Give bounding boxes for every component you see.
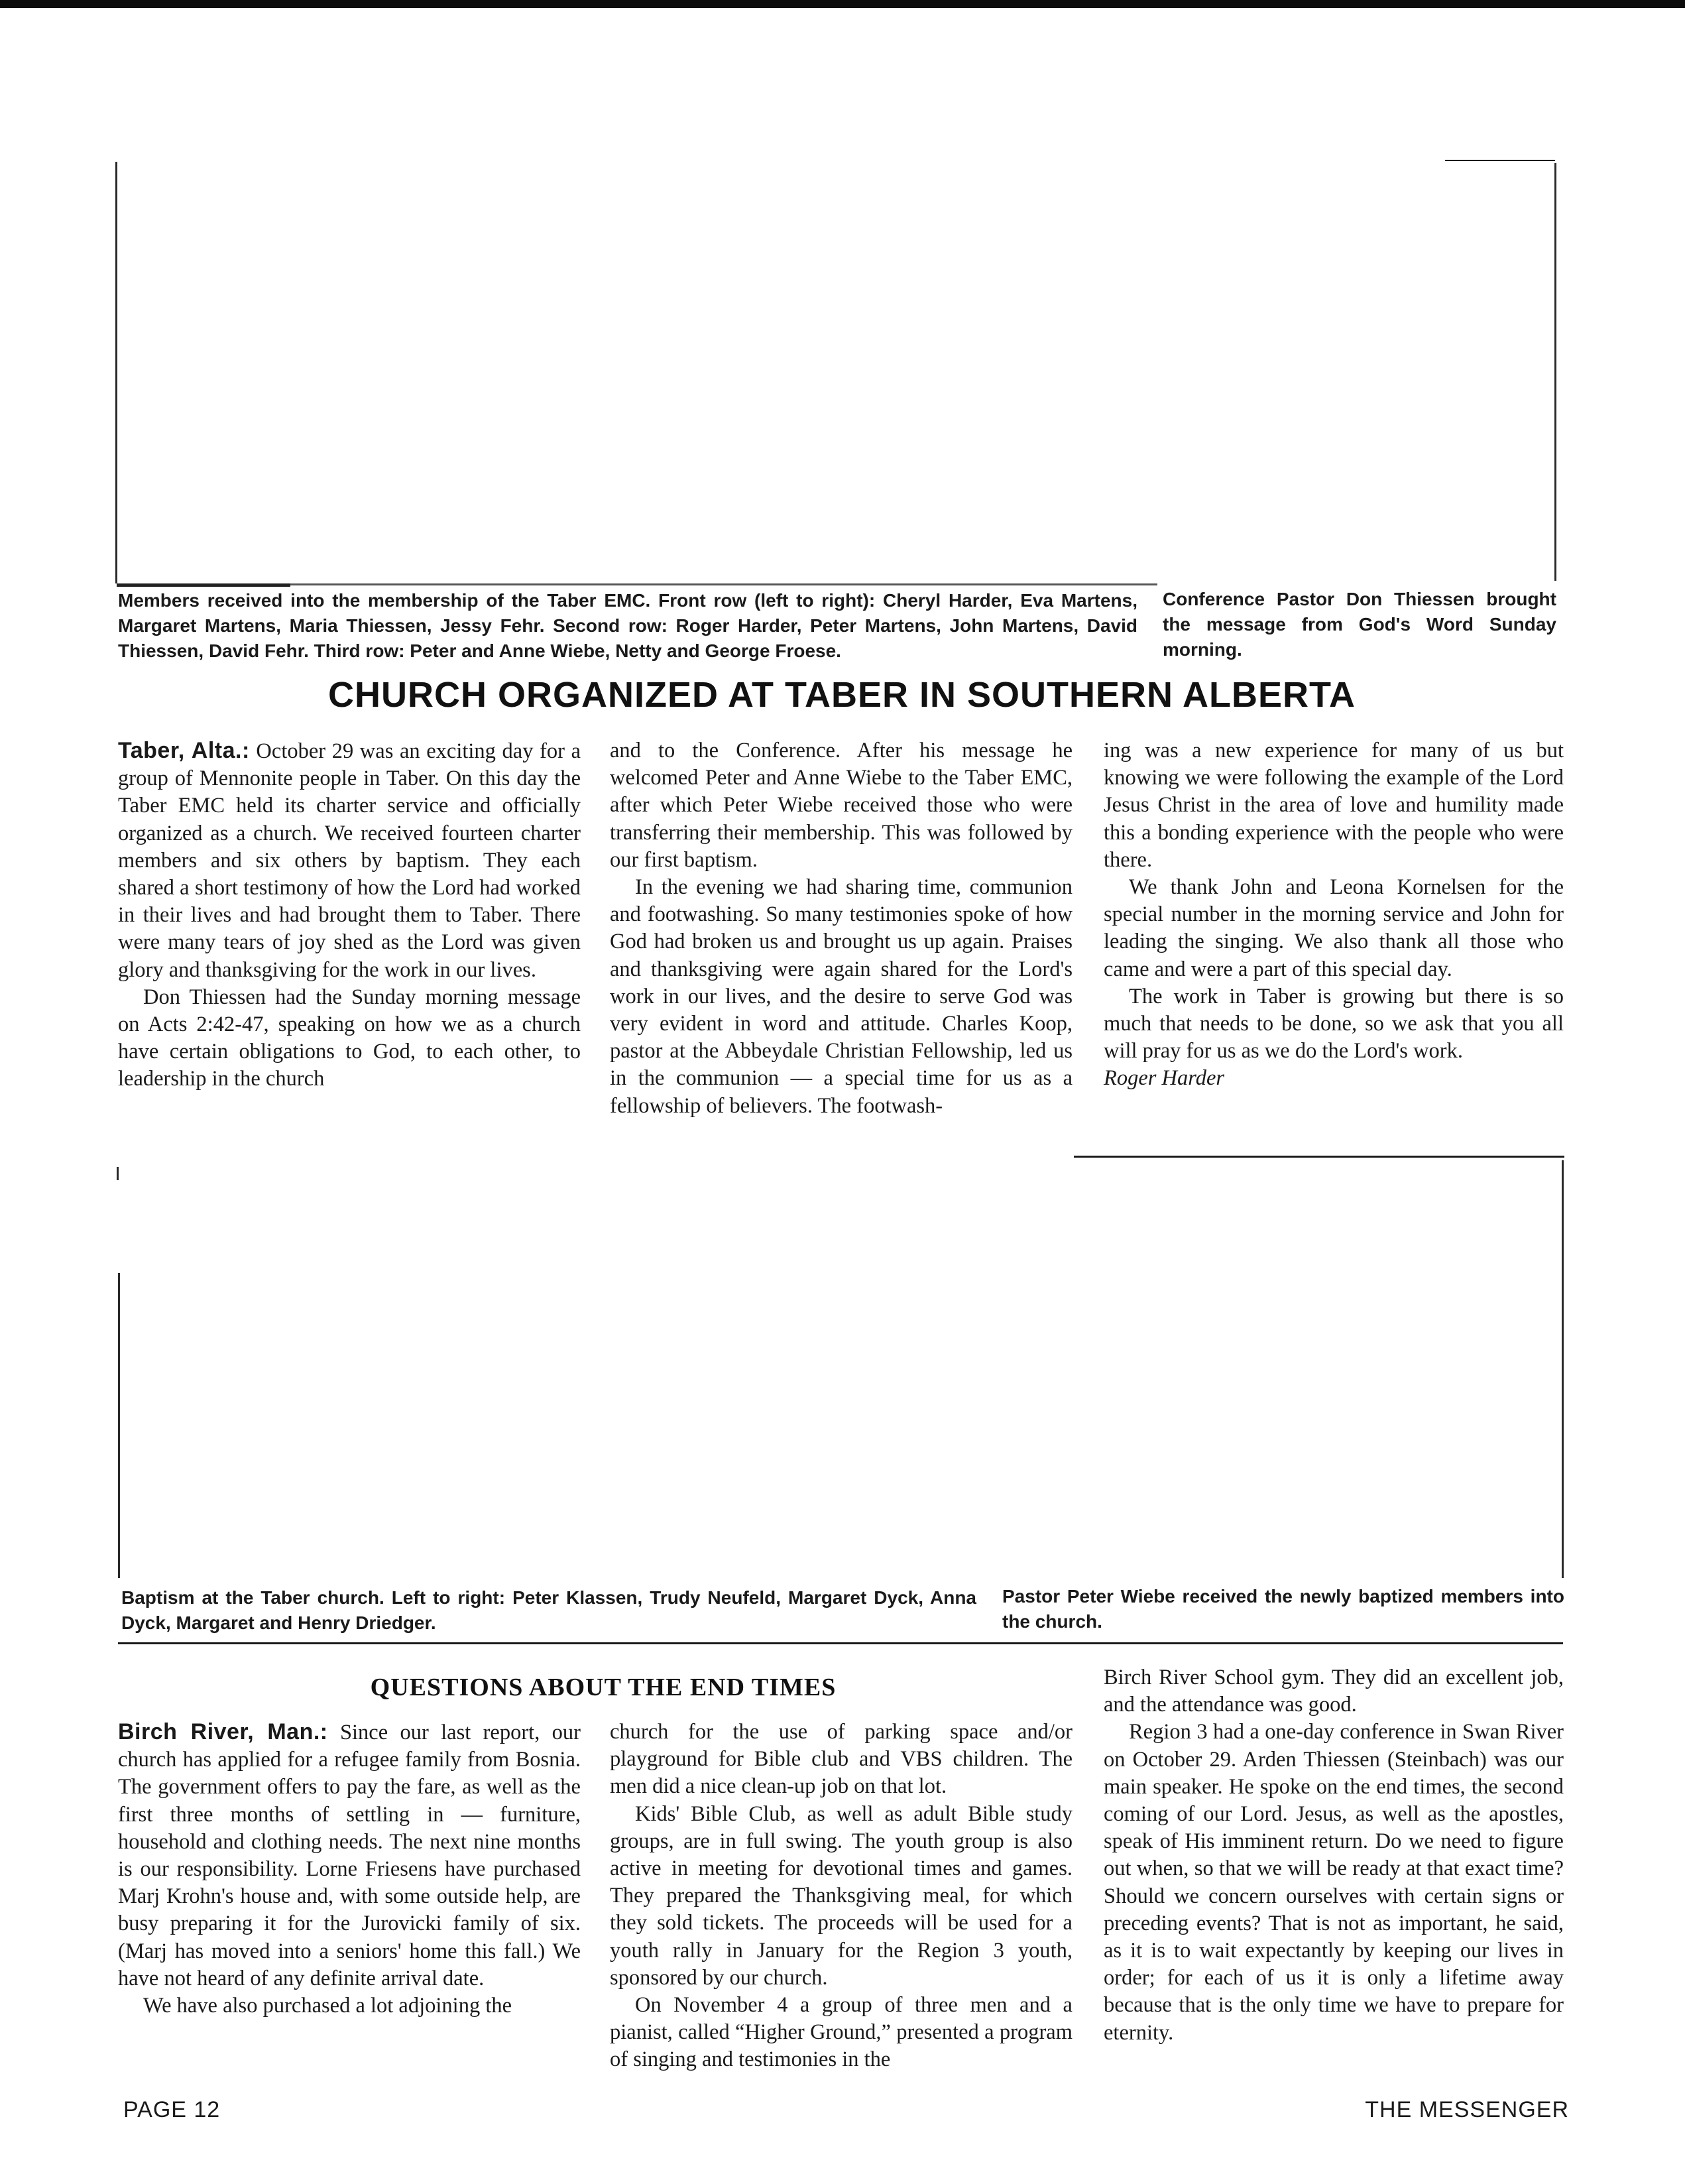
article-taber-paragraph: We thank John and Leona Kornelsen for the special number in the morning service and John for leading the singing. We also thank all those who came and were a part of this special day. (1104, 875, 1564, 981)
article-birch-river-paragraph: Region 3 had a one-day conference in Swan River on October 29. Arden Thiessen (Steinbach) was our main speaker. He spoke on the end times, the second coming of our Lord. Jesus, as well as the apostles, speak of His imminent return. Do we need to figure out when, so that we will be ready at that exact time? Should we concern ourselves with certain signs or preceding events? That is not as important, he said, as it is to wait expectantly by keeping our lives in order; for each of us it is only a lifetime away because that is the only time we have to prepare for eternity. (1104, 1720, 1564, 2045)
article-taber-column-3 (1104, 737, 1564, 1093)
article-birch-river-paragraph: Kids' Bible Club, as well as adult Bible study groups, are in full swing. The youth group is also active in meeting for devotional times and games. They prepared the Thanksgiving meal, for which they sold tickets. The proceeds will be used for a youth rally in January for the Region 3 youth, sponsored by our church. (610, 1801, 1073, 1990)
article-taber-paragraph: In the evening we had sharing time, communion and footwashing. So many testimonies spoke of how God had broken us and brought us up again. Praises and thanksgiving were again shared for the Lord's work in our lives, and the desire to serve God was very evident in word and attitude. Charles Koop, pastor at the Abbeydale Christian Fellowship, led us in the communion — a special time for us as a fellowship of believers. The footwash- (610, 875, 1073, 1118)
article-taber-paragraph: and to the Conference. After his message he welcomed Peter and Anne Wiebe to the Taber EMC, after which Peter Wiebe received those who were transferring their membership. This was followed by our first baptism. (610, 739, 1073, 872)
dateline-taber: Taber, Alta.: (118, 738, 250, 763)
photo-border-right (1562, 1160, 1564, 1578)
article-taber-paragraph: Don Thiessen had the Sunday morning message on Acts 2:42-47, speaking on how we as a church have certain obligations to God, to each other, to leadership in the church (118, 985, 581, 1091)
pastor-wiebe-photo-caption: Pastor Peter Wiebe received the newly baptized members into the church. (1002, 1586, 1564, 1632)
photo-border-left (118, 1273, 120, 1578)
article-birch-river-column-3 (1104, 1664, 1564, 2047)
article-taber-paragraph (118, 737, 581, 984)
publication-name: THE MESSENGER (1365, 2097, 1569, 2122)
photo-border-top-right (1445, 160, 1555, 161)
article-birch-river-column-1 (118, 1719, 581, 2020)
article-birch-river-paragraph: On November 4 a group of three men and a pianist, called “Higher Ground,” presented a program of singing and testimonies in the (610, 1993, 1073, 2072)
baptism-photo (118, 1162, 1563, 1579)
paragraph-text: Since our last report, our church has applied for a refugee family from Bosnia. The government offers to pay the fare, as well as the first three months of settling in — furniture, household and clothing needs. The next nine months is our responsibility. Lorne Friesens have purchased Marj Krohn's house and, with some outside help, are busy preparing it for the Jurovicki family of six. (Marj has moved into a seniors' home this fall.) We have not heard of any definite arrival date. (118, 1721, 581, 1990)
author-signature: Roger Harder (1104, 1066, 1225, 1091)
article-headline-taber: CHURCH ORGANIZED AT TABER IN SOUTHERN ALBERTA (328, 675, 1356, 715)
scan-top-edge (0, 0, 1685, 8)
article-birch-river-paragraph: church for the use of parking space and/or playground for Bible club and VBS children. The men did a nice clean-up job on that lot. (610, 1720, 1073, 1799)
pastor-photo-caption: Conference Pastor Don Thiessen brought the message from God's Word Sunday morning. (1163, 589, 1556, 660)
dateline-birch-river: Birch River, Man.: (118, 1719, 328, 1744)
paragraph-text: October 29 was an exciting day for a group of Mennonite people in Taber. On this day the Taber EMC held its charter service and officially organized as a church. We received fourteen charter members and six others by baptism. They each shared a short testimony of how the Lord had worked in their lives and had brought them to Taber. There were many tears of joy shed as the Lord was given glory and thanksgiving for the work in our lives. (118, 739, 581, 982)
baptism-photo-caption: Baptism at the Taber church. Left to right: Peter Klassen, Trudy Neufeld, Margaret Dyck, Anna Dyck, Margaret and Henry Driedger. (121, 1587, 976, 1633)
article-birch-river-paragraph (118, 1719, 581, 1992)
members-photo-caption: Members received into the membership of the Taber EMC. Front row (left to right): Cheryl Harder, Eva Martens, Margaret Martens, Maria Thiessen, Jessy Fehr. Second row: Roger Harder, Peter Martens, John Martens, David Thiessen, David Fehr. Third row: Peter and Anne Wiebe, Netty and George Froese. (118, 590, 1137, 661)
photo-border-left (117, 1167, 119, 1180)
members-photo (117, 159, 1554, 583)
article-birch-river-paragraph: We have also purchased a lot adjoining the (143, 1994, 512, 2018)
article-taber-paragraph: ing was a new experience for many of us but knowing we were following the example of the Lord Jesus Christ in the area of love and humility made this a bonding experience with the people who were there. (1104, 739, 1564, 872)
section-divider (118, 1642, 1563, 1644)
photo-border-left (115, 162, 117, 583)
article-taber-column-2 (610, 737, 1073, 1120)
article-divider (1074, 1156, 1564, 1158)
article-taber-paragraph: The work in Taber is growing but there is so much that needs to be done, so we ask that you all will pray for us as we do the Lord's work. (1104, 984, 1564, 1063)
page-number: PAGE 12 (123, 2097, 221, 2122)
photo-border-right (1554, 163, 1556, 581)
article-headline-end-times: QUESTIONS ABOUT THE END TIMES (370, 1673, 837, 1701)
article-birch-river-paragraph: Birch River School gym. They did an excellent job, and the attendance was good. (1104, 1666, 1564, 1717)
article-taber-column-1 (118, 737, 581, 1093)
photo-border-bottom-accent (117, 583, 290, 587)
article-birch-river-column-2 (610, 1719, 1073, 2074)
